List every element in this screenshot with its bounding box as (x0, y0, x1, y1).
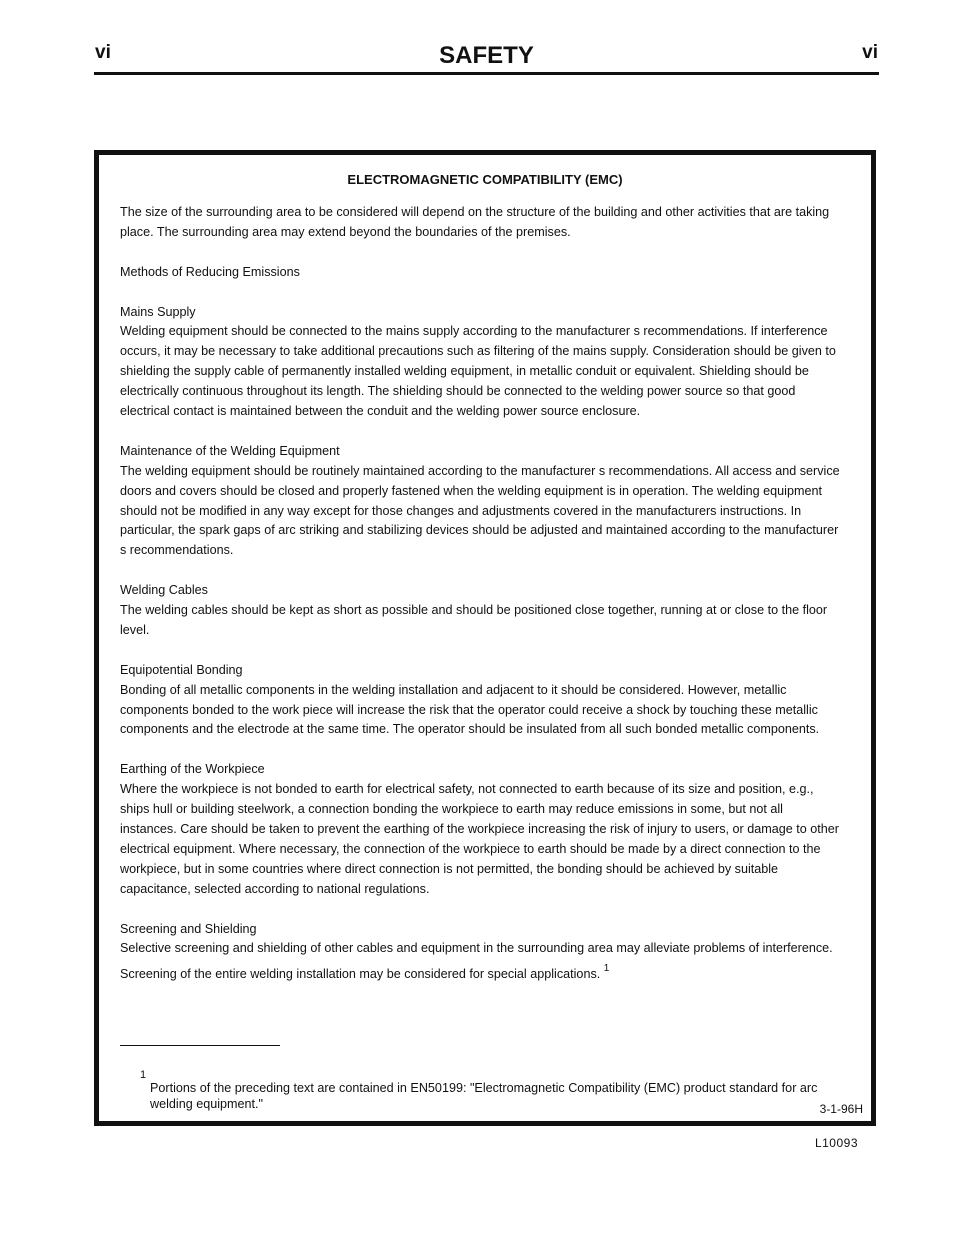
emc-body (120, 203, 840, 1005)
section-mains-supply (120, 303, 840, 422)
document-code: L10093 (814, 1136, 858, 1150)
section-heading: Maintenance of the Welding Equipment (120, 443, 340, 458)
footnote-text: Portions of the preceding text are contained in EN50199: "Electromagnetic Compatibility (EMC) product standard for arc welding equipment." (150, 1081, 818, 1111)
section-heading: Welding Cables (120, 583, 208, 598)
revision-date: 3-1-96H (819, 1102, 863, 1116)
section-equipotential-bonding (120, 661, 840, 741)
section-heading: Earthing of the Workpiece (120, 762, 265, 777)
methods-heading: Methods of Reducing Emissions (120, 264, 300, 279)
section-text: The welding equipment should be routinely maintained according to the manufacturer s recommendations. All access and service doors and covers should be closed and properly fastened when the welding equipment is in operation. The welding equipment should not be modified in any way except for those changes and adjustments covered in the manufacturers instructions. In particular, the spark gaps of arc striking and stabilizing devices should be adjusted and maintained according to the manufacturer s recommendations. (120, 463, 840, 558)
section-text: Bonding of all metallic components in the welding installation and adjacent to it should be considered. However, metallic components bonded to the work piece will increase the risk that the operator could receive a shock by touching these metallic components and the electrode at the same time. The operator should be insulated from all such bonded metallic components. (120, 682, 820, 737)
emc-box (94, 150, 876, 1126)
section-screening (120, 920, 840, 986)
section-text: The welding cables should be kept as short as possible and should be positioned close together, running at or close to the floor level. (120, 603, 828, 637)
intro-paragraph: The size of the surrounding area to be considered will depend on the structure of the building and other activities that are taking place. The surrounding area may extend beyond the boundaries of the premises. (120, 205, 830, 239)
section-text: Where the workpiece is not bonded to earth for electrical safety, not connected to earth because of its size and position, e.g., ships hull or building steelwork, a connection bonding the workpiece to earth may reduce emissions in some, but not all instances. Care should be taken to prevent the earthing of the workpiece increasing the risk of injury to users, or damage to other electrical equipment. Where necessary, the connection of the workpiece to earth should be made by a direct connection to the workpiece, but in some countries where direct connection is not permitted, the bonding should be achieved by suitable capacitance, selected according to national regulations. (120, 782, 839, 896)
section-heading: Mains Supply (120, 304, 196, 319)
page-number-right: vi (862, 42, 878, 63)
emc-title: ELECTROMAGNETIC COMPATIBILITY (EMC) (347, 172, 623, 187)
page-title: SAFETY (439, 42, 534, 69)
page-header (94, 38, 879, 75)
footnote-divider (120, 1045, 280, 1046)
section-text: Selective screening and shielding of other cables and equipment in the surrounding area may alleviate problems of interference. Screening of the entire welding installation may be considered for special applications. (120, 941, 833, 982)
section-text: Welding equipment should be connected to the mains supply according to the manufacturer s recommendations. If interference occurs, it may be necessary to take additional precautions such as filtering of the mains supply. Consideration should be given to shielding the supply cable of permanently installed welding equipment, in metallic conduit or equivalent. Shielding should be electrically continuous throughout its length. The shielding should be connected to the welding power source so that good electrical contact is maintained between the conduit and the welding power source enclosure. (120, 324, 836, 419)
section-heading: Screening and Shielding (120, 921, 257, 936)
section-earthing (120, 760, 840, 899)
section-maintenance (120, 442, 840, 561)
section-welding-cables (120, 581, 840, 641)
section-heading: Equipotential Bonding (120, 662, 243, 677)
page-number-left: vi (95, 42, 111, 63)
footnote-mark: 1 (140, 1069, 147, 1081)
footnote-reference: 1 (603, 963, 610, 975)
